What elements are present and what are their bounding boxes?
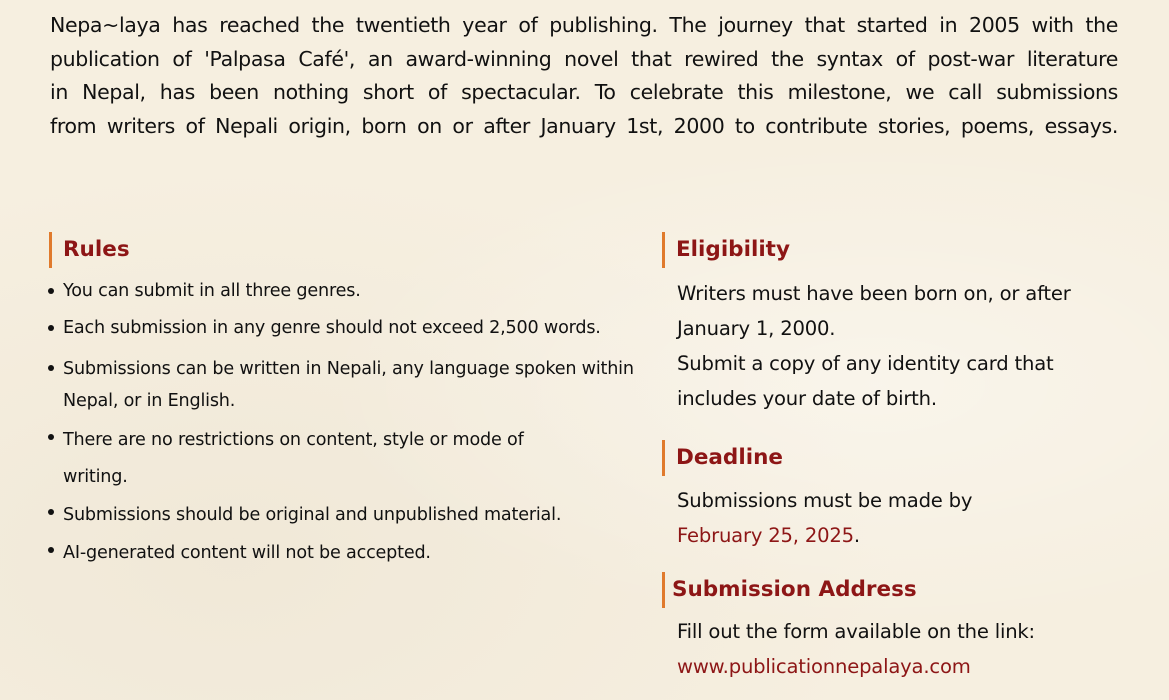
intro-line: in Nepal, has been nothing short of spectacular. To celebrate this milestone, we call submissions [50,80,1118,104]
list-item [46,535,663,572]
list-item [46,353,653,417]
eligibility-text [677,276,1117,416]
bullet-icon [48,325,54,331]
rules-heading [49,232,130,268]
bullet-icon [48,434,54,440]
rule-text: Each submission in any genre should not exceed 2,500 words. [63,318,601,338]
deadline-text [677,483,1117,553]
list-item [46,276,623,307]
submission-heading [662,572,917,608]
deadline-heading [662,440,783,476]
list-item [46,422,593,496]
deadline-suffix: . [853,524,860,547]
intro-line: Nepa~laya has reached the twentieth year of publishing. The journey that started in 2005 with the [50,13,1118,37]
intro-line: publication of 'Palpasa Café', an award-winning novel that rewired the syntax of post-war literature [50,46,1118,71]
list-item [46,497,663,534]
bullet-icon [48,288,54,294]
submission-link[interactable]: www.publicationnepalaya.com [677,655,971,678]
eligibility-heading-text: Eligibility [676,237,790,262]
submission-text [677,614,1137,684]
intro-paragraph [50,9,1118,143]
bullet-icon [48,509,54,515]
deadline-prefix: Submissions must be made by [677,489,973,512]
rule-text: Submissions should be original and unpublished material. [63,505,562,525]
eligibility-heading [662,232,790,268]
rule-text: You can submit in all three genres. [63,281,361,301]
bullet-icon [48,547,54,553]
list-item [46,313,603,343]
deadline-date: February 25, 2025 [677,524,854,547]
submission-instruction: Fill out the form available on the link: [677,620,1035,643]
eligibility-line: Writers must have been born on, or after January 1, 2000. [677,282,1071,340]
intro-line: from writers of Nepali origin, born on or after January 1st, 2000 to contribute stories, poems, essays. [50,113,1118,138]
deadline-heading-text: Deadline [676,445,783,470]
deadline-date-line [677,518,1117,553]
rules-list [46,276,646,572]
bullet-icon [48,365,54,371]
rule-text: There are no restrictions on content, style or mode of writing. [63,430,524,487]
rule-text: Submissions can be written in Nepali, any language spoken within Nepal, or in English. [63,359,634,411]
eligibility-line: Submit a copy of any identity card that includes your date of birth. [677,352,1054,410]
submission-heading-text: Submission Address [672,577,917,602]
rules-heading-text: Rules [63,237,130,262]
rule-text: AI-generated content will not be accepted. [63,543,431,563]
